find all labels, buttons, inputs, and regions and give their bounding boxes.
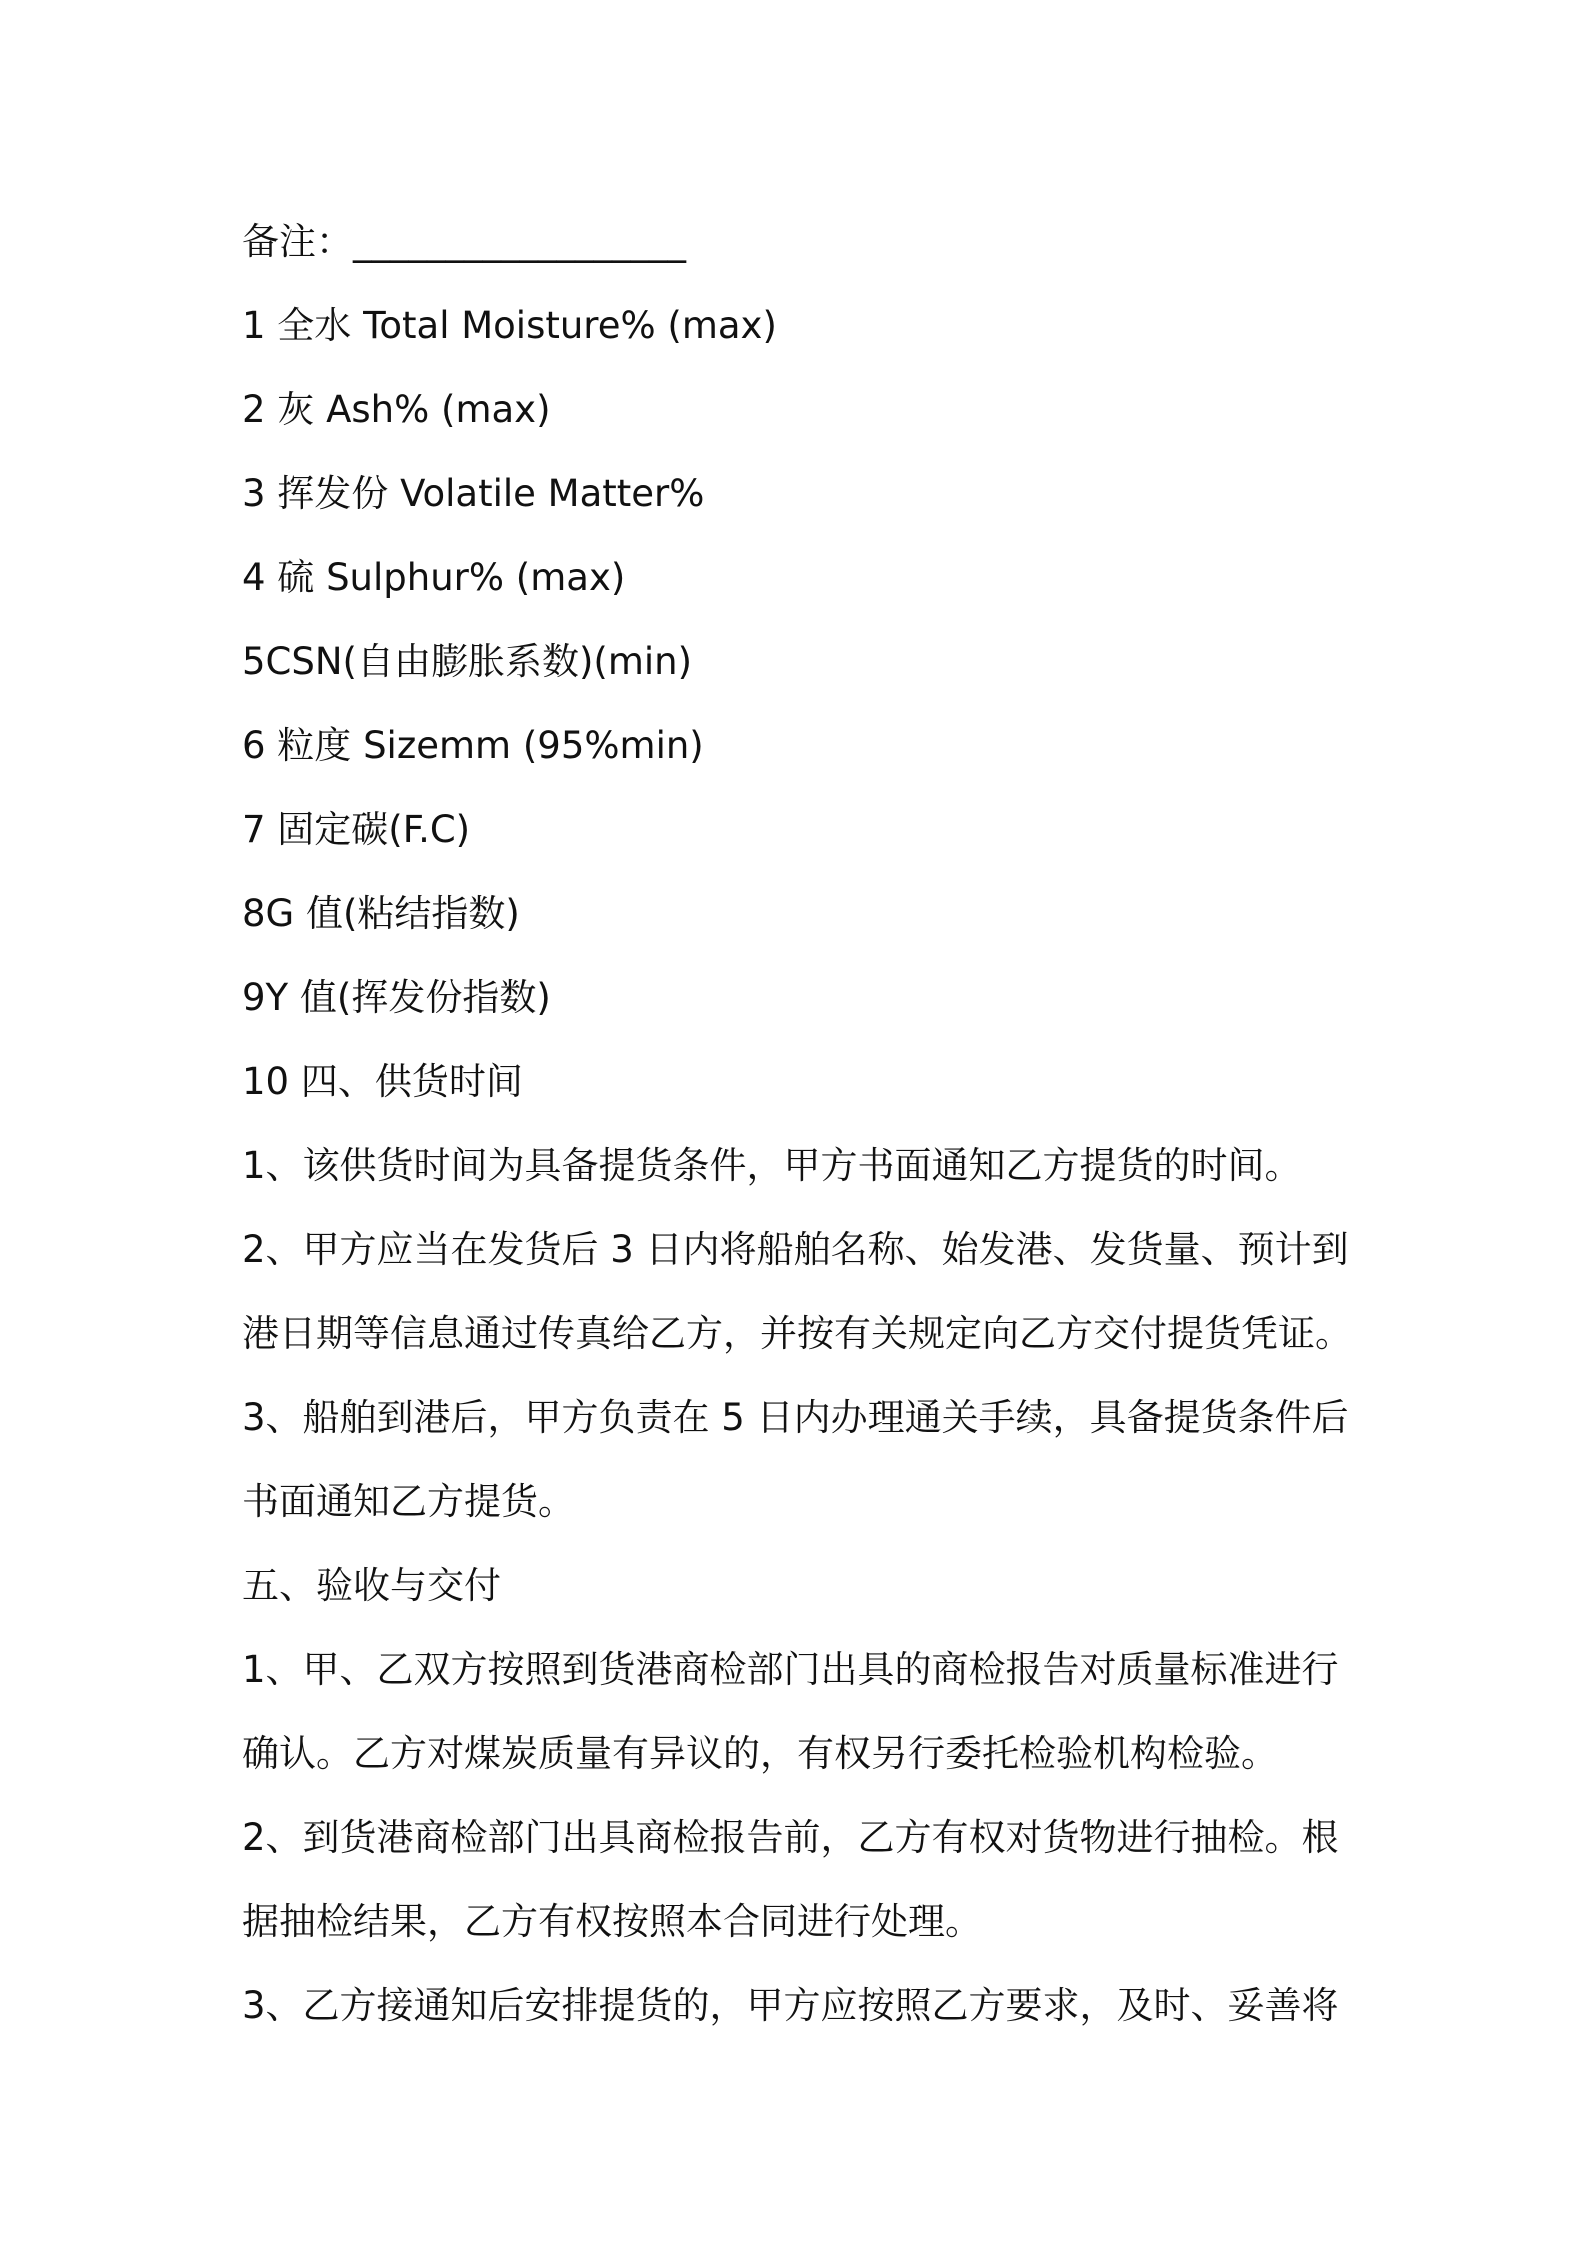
paragraph-line: 据抽检结果，乙方有权按照本合同进行处理。 — [242, 1900, 982, 1943]
spec-item-csn: 5CSN(自由膨胀系数)(min) — [242, 640, 693, 683]
section-heading-supply-time: 10 四、供货时间 — [242, 1060, 523, 1103]
spec-item-sulphur: 4 硫 Sulphur% (max) — [242, 556, 626, 599]
document-body — [242, 200, 1362, 2048]
paragraph-line: 1、该供货时间为具备提货条件，甲方书面通知乙方提货的时间。 — [242, 1144, 1302, 1187]
paragraph-line: 港日期等信息通过传真给乙方，并按有关规定向乙方交付提货凭证。 — [242, 1312, 1352, 1355]
spec-item-g-value: 8G 值(粘结指数) — [242, 892, 520, 935]
paragraph-line: 确认。乙方对煤炭质量有异议的，有权另行委托检验机构检验。 — [242, 1732, 1278, 1775]
paragraph-line: 3、船舶到港后，甲方负责在 5 日内办理通关手续，具备提货条件后 — [242, 1396, 1349, 1439]
paragraph-line: 3、乙方接通知后安排提货的，甲方应按照乙方要求，及时、妥善将 — [242, 1984, 1339, 2027]
section-heading-acceptance: 五、验收与交付 — [242, 1564, 501, 1607]
paragraph-line: 2、甲方应当在发货后 3 日内将船舶名称、始发港、发货量、预计到 — [242, 1228, 1349, 1271]
spec-item-ash: 2 灰 Ash% (max) — [242, 388, 551, 431]
paragraph-line: 1、甲、乙双方按照到货港商检部门出具的商检报告对质量标准进行 — [242, 1648, 1339, 1691]
remarks-line: 备注：__________________ — [242, 220, 686, 263]
spec-item-fixed-carbon: 7 固定碳(F.C) — [242, 808, 471, 851]
paragraph-line: 书面通知乙方提货。 — [242, 1480, 575, 1523]
spec-item-y-value: 9Y 值(挥发份指数) — [242, 976, 551, 1019]
spec-item-total-moisture: 1 全水 Total Moisture% (max) — [242, 304, 777, 347]
spec-item-size: 6 粒度 Sizemm (95%min) — [242, 724, 704, 767]
spec-item-volatile-matter: 3 挥发份 Volatile Matter% — [242, 472, 705, 515]
paragraph-line: 2、到货港商检部门出具商检报告前，乙方有权对货物进行抽检。根 — [242, 1816, 1339, 1859]
